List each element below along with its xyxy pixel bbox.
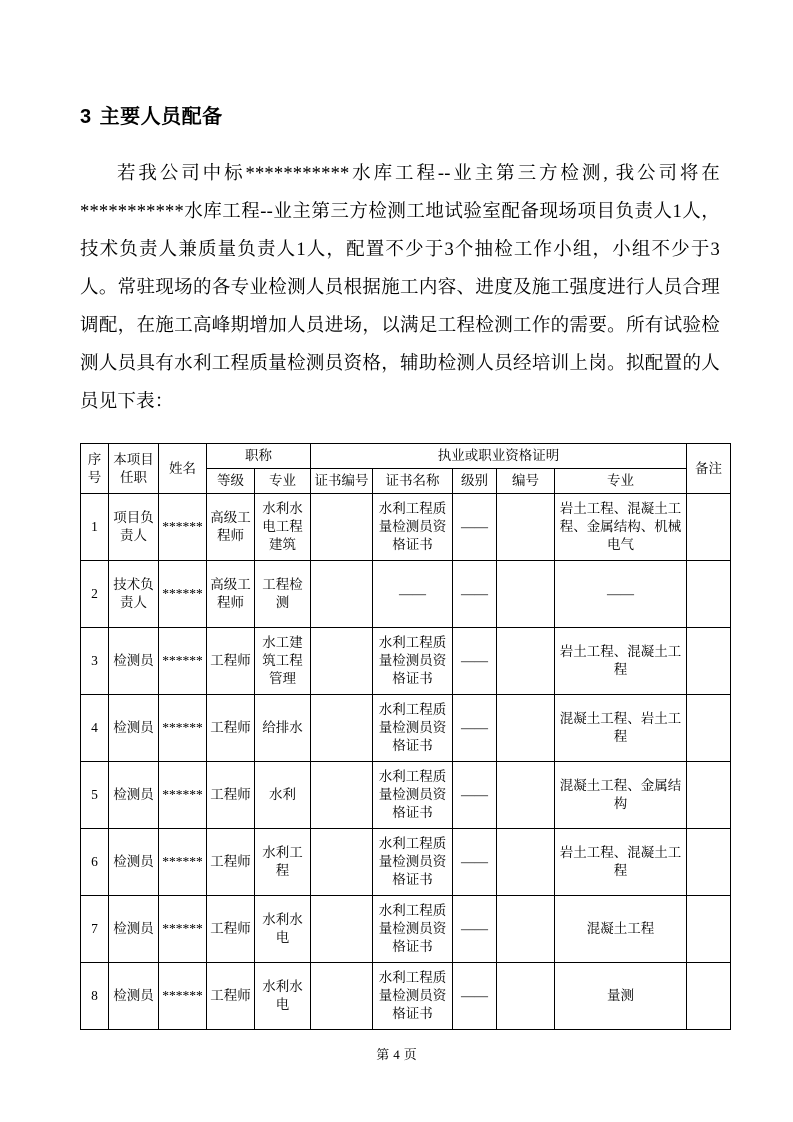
footer-page-number: 4 — [393, 1047, 400, 1062]
header-title-level: 等级 — [207, 469, 255, 494]
cell-cert-number — [497, 561, 555, 628]
cell-index: 6 — [81, 829, 109, 896]
cell-remark — [687, 829, 731, 896]
cell-post: 技术负责人 — [109, 561, 159, 628]
body-paragraph: 若我公司中标***********水库工程--业主第三方检测, 我公司将在***********水库工程--业主第三方检测工地试验室配备现场项目负责人1人，技术负责人兼质量负责人1人，配置不少于3个抽检工作小组，小组不少于3人。常驻现场的各专业检测人员根据施工内容、进度及施工强度进行人员合理调配，在施工高峰期增加人员进场，以满足工程检测工作的需要。所有试验检测人员具有水利工程质量检测员资格，辅助检测人员经培训上岗。拟配置的人员见下表： — [80, 164, 720, 412]
cell-cert-no — [311, 695, 373, 762]
header-title-major: 专业 — [255, 469, 311, 494]
header-cert-no-label: 证书编号 — [311, 469, 373, 494]
cell-cert-no — [311, 628, 373, 695]
cell-cert-major: —— — [555, 561, 687, 628]
cell-index: 7 — [81, 896, 109, 963]
cell-remark — [687, 896, 731, 963]
cell-remark — [687, 963, 731, 1030]
footer-suffix: 页 — [403, 1047, 417, 1062]
cell-name: ****** — [159, 896, 207, 963]
cell-index: 3 — [81, 628, 109, 695]
cell-name: ****** — [159, 628, 207, 695]
cell-cert-number — [497, 896, 555, 963]
table-row — [81, 494, 731, 561]
table-row — [81, 561, 731, 628]
table-body — [81, 494, 731, 1030]
cell-remark — [687, 561, 731, 628]
table-header-row-1 — [81, 444, 731, 469]
table-row — [81, 762, 731, 829]
cell-name: ****** — [159, 829, 207, 896]
cell-cert-name: 水利工程质量检测员资格证书 — [373, 829, 453, 896]
cell-level: 工程师 — [207, 695, 255, 762]
cell-level: 高级工程师 — [207, 561, 255, 628]
cell-major: 给排水 — [255, 695, 311, 762]
cell-cert-name: 水利工程质量检测员资格证书 — [373, 896, 453, 963]
cell-name: ****** — [159, 963, 207, 1030]
table-row — [81, 896, 731, 963]
cell-major: 水利 — [255, 762, 311, 829]
table-row — [81, 695, 731, 762]
cell-major: 水利工程 — [255, 829, 311, 896]
table-row — [81, 963, 731, 1030]
footer-prefix: 第 — [376, 1047, 390, 1062]
cell-name: ****** — [159, 561, 207, 628]
cell-cert-name: 水利工程质量检测员资格证书 — [373, 494, 453, 561]
cell-cert-number — [497, 963, 555, 1030]
cell-post: 检测员 — [109, 695, 159, 762]
cell-major: 水利水电工程建筑 — [255, 494, 311, 561]
header-post: 本项目任职 — [109, 444, 159, 494]
cell-cert-no — [311, 963, 373, 1030]
header-cert-group: 执业或职业资格证明 — [311, 444, 687, 469]
table-row — [81, 628, 731, 695]
cell-cert-grade: —— — [453, 695, 497, 762]
cell-cert-grade: —— — [453, 762, 497, 829]
cell-cert-no — [311, 494, 373, 561]
cell-remark — [687, 762, 731, 829]
section-number: 3 — [80, 106, 92, 128]
cell-major: 水工建筑工程管理 — [255, 628, 311, 695]
staff-allocation-table — [80, 443, 731, 1030]
cell-cert-grade: —— — [453, 494, 497, 561]
cell-cert-name: 水利工程质量检测员资格证书 — [373, 963, 453, 1030]
cell-cert-no — [311, 896, 373, 963]
cell-index: 2 — [81, 561, 109, 628]
cell-cert-name: 水利工程质量检测员资格证书 — [373, 695, 453, 762]
cell-cert-grade: —— — [453, 628, 497, 695]
cell-cert-major: 岩土工程、混凝土工程、金属结构、机械电气 — [555, 494, 687, 561]
cell-cert-major: 混凝土工程、金属结构 — [555, 762, 687, 829]
page-content — [80, 0, 723, 1030]
cell-major: 水利水电 — [255, 896, 311, 963]
cell-cert-grade: —— — [453, 561, 497, 628]
cell-post: 检测员 — [109, 896, 159, 963]
cell-cert-grade: —— — [453, 963, 497, 1030]
header-cert-major: 专业 — [555, 469, 687, 494]
cell-level: 高级工程师 — [207, 494, 255, 561]
cell-cert-grade: —— — [453, 829, 497, 896]
cell-name: ****** — [159, 762, 207, 829]
cell-post: 检测员 — [109, 829, 159, 896]
cell-name: ****** — [159, 494, 207, 561]
cell-cert-number — [497, 695, 555, 762]
cell-major: 水利水电 — [255, 963, 311, 1030]
cell-cert-number — [497, 628, 555, 695]
cell-cert-name: —— — [373, 561, 453, 628]
cell-name: ****** — [159, 695, 207, 762]
page-footer — [0, 1044, 793, 1063]
header-name: 姓名 — [159, 444, 207, 494]
cell-cert-no — [311, 829, 373, 896]
section-title-text: 主要人员配备 — [99, 106, 223, 128]
cell-major: 工程检测 — [255, 561, 311, 628]
cell-post: 检测员 — [109, 963, 159, 1030]
header-cert-name: 证书名称 — [373, 469, 453, 494]
cell-cert-name: 水利工程质量检测员资格证书 — [373, 628, 453, 695]
page-title — [80, 0, 720, 129]
cell-index: 4 — [81, 695, 109, 762]
header-cert-grade: 级别 — [453, 469, 497, 494]
cell-level: 工程师 — [207, 896, 255, 963]
cell-cert-grade: —— — [453, 896, 497, 963]
header-title-group: 职称 — [207, 444, 311, 469]
cell-level: 工程师 — [207, 628, 255, 695]
cell-post: 项目负责人 — [109, 494, 159, 561]
cell-remark — [687, 695, 731, 762]
cell-cert-number — [497, 762, 555, 829]
cell-cert-major: 量测 — [555, 963, 687, 1030]
cell-level: 工程师 — [207, 829, 255, 896]
cell-cert-name: 水利工程质量检测员资格证书 — [373, 762, 453, 829]
cell-cert-no — [311, 762, 373, 829]
cell-remark — [687, 494, 731, 561]
cell-level: 工程师 — [207, 762, 255, 829]
cell-cert-major: 岩土工程、混凝土工程 — [555, 829, 687, 896]
cell-cert-no — [311, 561, 373, 628]
cell-cert-major: 混凝土工程 — [555, 896, 687, 963]
cell-cert-major: 岩土工程、混凝土工程 — [555, 628, 687, 695]
cell-cert-major: 混凝土工程、岩土工程 — [555, 695, 687, 762]
header-remark: 备注 — [687, 444, 731, 494]
cell-index: 5 — [81, 762, 109, 829]
header-index: 序号 — [81, 444, 109, 494]
cell-post: 检测员 — [109, 762, 159, 829]
cell-remark — [687, 628, 731, 695]
cell-cert-number — [497, 829, 555, 896]
cell-index: 1 — [81, 494, 109, 561]
cell-cert-number — [497, 494, 555, 561]
table-row — [81, 829, 731, 896]
cell-index: 8 — [81, 963, 109, 1030]
cell-post: 检测员 — [109, 628, 159, 695]
cell-level: 工程师 — [207, 963, 255, 1030]
header-cert-number: 编号 — [497, 469, 555, 494]
